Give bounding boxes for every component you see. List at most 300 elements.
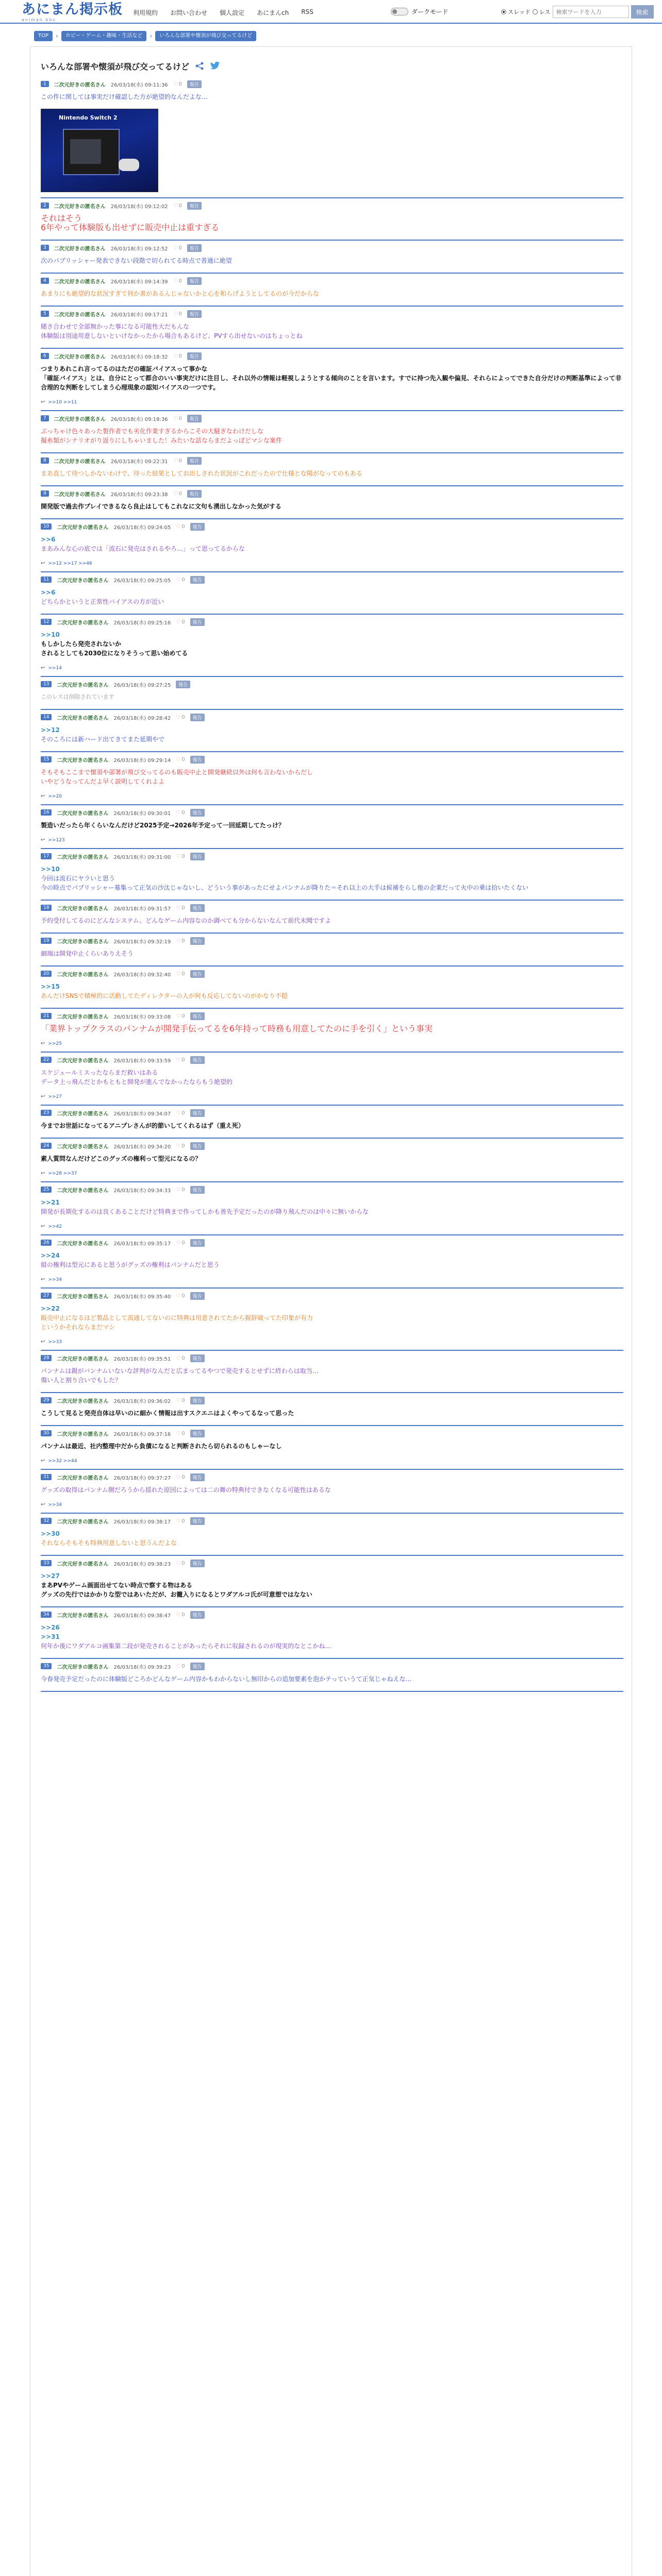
post-text: この件に関しては事実だけ確認した方が絶望的なんだよな…	[41, 93, 208, 100]
reply-link-text[interactable]: >>42	[48, 1224, 62, 1229]
like-count: 0	[181, 905, 185, 911]
report-button[interactable]: 報告	[190, 714, 205, 721]
reply-link-text[interactable]: >>27	[48, 1094, 62, 1099]
report-button[interactable]: 報告	[190, 1186, 205, 1194]
post	[30, 1182, 632, 1235]
like-button[interactable]	[176, 1431, 185, 1436]
post-text: このレスは削除されています	[41, 693, 114, 700]
like-button[interactable]	[173, 458, 182, 464]
post-number[interactable]: 22	[41, 1057, 52, 1063]
post	[30, 615, 632, 677]
reply-anchor-link[interactable]: >>24	[41, 1252, 60, 1259]
like-button[interactable]	[176, 524, 185, 530]
post	[30, 572, 632, 615]
share-icon[interactable]	[194, 61, 205, 71]
post-body	[41, 501, 623, 515]
like-count: 0	[181, 1187, 185, 1193]
post	[30, 934, 632, 967]
like-count: 0	[181, 523, 185, 530]
post-number[interactable]: 24	[41, 1143, 52, 1149]
twitter-bird-icon[interactable]	[210, 61, 220, 71]
report-button[interactable]: 報告	[190, 1109, 205, 1117]
post-body	[41, 255, 623, 269]
report-button[interactable]: 報告	[190, 809, 205, 817]
dark-mode-toggle[interactable]	[391, 7, 449, 16]
post-date: 26/03/18(水) 09:31:00	[113, 854, 171, 860]
post	[30, 77, 632, 198]
post-number[interactable]: 29	[41, 1397, 52, 1403]
thread-panel	[30, 46, 632, 2576]
post-date: 26/03/18(水) 09:25:16	[113, 620, 171, 626]
heart-icon: ♡	[176, 756, 181, 762]
poster-name: 二次元好きの匿名さん	[57, 1356, 109, 1362]
post-header	[41, 967, 623, 981]
post-header	[41, 453, 623, 468]
chevron-right-icon: ›	[150, 32, 153, 40]
post-number[interactable]: 18	[41, 905, 52, 911]
reply-link-text[interactable]: >>10 >>11	[48, 399, 77, 405]
post-text: スケジュールミスったならまだ救いはある	[41, 1069, 158, 1076]
reply-arrow-icon: ↩	[41, 837, 45, 843]
report-button[interactable]: 報告	[190, 1354, 205, 1362]
post	[30, 519, 632, 572]
like-button[interactable]	[173, 81, 182, 87]
report-button[interactable]: 報告	[190, 904, 205, 912]
post-text: パンナムは親がバンナムいないな評判がなんだと広まってるやつで発売するとせずに終わらは取当…	[41, 1367, 319, 1375]
reply-link-text[interactable]: >>34	[48, 1502, 62, 1507]
like-button[interactable]	[176, 577, 185, 583]
like-count: 0	[178, 353, 182, 359]
reply-arrow-icon: ↩	[41, 1041, 45, 1046]
post-header	[41, 1659, 623, 1673]
like-button[interactable]	[176, 715, 185, 720]
post-body	[41, 1484, 623, 1499]
post-body	[41, 1250, 623, 1274]
reply-anchor-link[interactable]: >>12	[41, 726, 60, 734]
reply-links[interactable]	[41, 1167, 623, 1178]
post-header	[41, 1139, 623, 1153]
poster-name: 二次元好きの匿名さん	[57, 1561, 109, 1567]
report-button[interactable]: 報告	[190, 970, 205, 978]
reply-arrow-icon: ↩	[41, 1502, 45, 1507]
report-button[interactable]: 報告	[187, 80, 202, 88]
heart-icon: ♡	[176, 1240, 181, 1246]
reply-links[interactable]	[41, 1038, 623, 1048]
like-count: 0	[181, 938, 185, 944]
post-number[interactable]: 12	[41, 619, 52, 625]
post-header	[41, 1607, 623, 1622]
reply-link-text[interactable]: >>34	[48, 1277, 62, 1282]
post-number[interactable]: 30	[41, 1430, 52, 1436]
post	[30, 1139, 632, 1182]
post-body	[41, 321, 623, 345]
like-button[interactable]	[176, 1143, 185, 1149]
report-button[interactable]: 報告	[190, 1517, 205, 1525]
post-number[interactable]: 27	[41, 1293, 52, 1299]
reply-link-text[interactable]: >>32 >>44	[48, 1458, 77, 1464]
nav-settings[interactable]: 個人設定	[220, 9, 245, 16]
breadcrumb-category[interactable]: ホビー・ゲーム・趣味・生活など	[61, 31, 147, 41]
post-date: 26/03/18(水) 09:37:16	[113, 1431, 171, 1437]
post-text: つまりあれこれ言ってるのはただの確証バイアスって事かな	[41, 365, 208, 372]
poster-name: 二次元好きの匿名さん	[54, 416, 106, 422]
reply-anchor-link[interactable]: >>21	[41, 1199, 60, 1206]
reply-anchor-link[interactable]: >>6	[41, 589, 56, 596]
post-body	[41, 1153, 623, 1167]
post-date: 26/03/18(水) 09:17:21	[110, 312, 168, 318]
reply-arrow-icon: ↩	[41, 399, 45, 405]
post-body	[41, 1528, 623, 1552]
post-date: 26/03/18(水) 09:30:01	[113, 810, 171, 817]
post-number[interactable]: 5	[41, 311, 49, 317]
heart-icon: ♡	[173, 415, 178, 421]
post-body	[41, 1303, 623, 1336]
like-button[interactable]	[176, 905, 185, 911]
post-number[interactable]: 4	[41, 278, 49, 284]
like-button[interactable]	[176, 1293, 185, 1299]
post-number[interactable]: 2	[41, 202, 49, 209]
post-number[interactable]: 1	[41, 81, 49, 87]
report-button[interactable]: 報告	[190, 1292, 205, 1300]
like-button[interactable]	[173, 245, 182, 251]
post-number[interactable]: 19	[41, 938, 52, 944]
like-button[interactable]	[173, 278, 182, 284]
like-button[interactable]	[176, 1187, 185, 1193]
report-button[interactable]: 報告	[190, 1473, 205, 1481]
post-number[interactable]: 25	[41, 1187, 52, 1193]
post	[30, 901, 632, 934]
poster-name: 二次元好きの匿名さん	[57, 939, 109, 945]
breadcrumb-thread[interactable]: いろんな部署や懐須が飛び交ってるけど	[155, 31, 256, 41]
post-body	[41, 534, 623, 557]
heart-icon: ♡	[173, 202, 178, 209]
post-number[interactable]: 10	[41, 523, 52, 530]
post-number[interactable]: 20	[41, 971, 52, 977]
image-title: Nintendo Switch 2	[59, 114, 118, 121]
report-button[interactable]: 報告	[176, 681, 190, 688]
post-number[interactable]: 8	[41, 457, 49, 464]
post	[30, 805, 632, 849]
poster-name: 二次元好きの匿名さん	[57, 1188, 109, 1194]
like-count: 0	[181, 1560, 185, 1566]
like-count: 0	[181, 619, 185, 625]
report-button[interactable]: 報告	[190, 853, 205, 860]
report-button[interactable]: 報告	[190, 618, 205, 626]
reply-anchor-link[interactable]: >>10	[41, 631, 60, 638]
report-button[interactable]: 報告	[187, 202, 202, 210]
post-date: 26/03/18(水) 09:31:57	[113, 906, 171, 912]
image-figure	[63, 129, 120, 175]
reply-links[interactable]	[41, 834, 623, 845]
post	[30, 752, 632, 805]
reply-anchor-link[interactable]: >>22	[41, 1305, 60, 1312]
report-button[interactable]: 報告	[190, 1056, 205, 1064]
like-button[interactable]	[176, 1240, 185, 1246]
post-body	[41, 1067, 623, 1091]
post-number[interactable]: 3	[41, 245, 49, 251]
post	[30, 1659, 632, 1692]
post	[30, 453, 632, 486]
poster-name: 二次元好きの匿名さん	[57, 1398, 109, 1404]
heart-icon: ♡	[176, 1518, 181, 1524]
like-button[interactable]	[176, 854, 185, 859]
heart-icon: ♡	[176, 1612, 181, 1618]
report-button[interactable]: 報告	[190, 1239, 205, 1247]
post-number[interactable]: 23	[41, 1110, 52, 1116]
post-date: 26/03/18(水) 09:36:02	[113, 1398, 171, 1404]
like-button[interactable]	[176, 938, 185, 944]
post-text: 販売中止になるほど製品として流通してないのに特典は用意されてたから握辞破ってた印象が有力	[41, 1314, 313, 1321]
post-text: 何年か後にワダアルコ画集第二段が発売されることがあったらそれに収録されるのが現実的なとこかね…	[41, 1642, 332, 1650]
post-date: 26/03/18(水) 09:27:25	[113, 682, 171, 688]
post-body	[41, 91, 623, 106]
reply-anchor-link[interactable]: >>31	[41, 1633, 60, 1640]
breadcrumb	[0, 24, 662, 42]
like-count: 0	[181, 714, 185, 720]
post-header	[41, 349, 623, 363]
post	[30, 849, 632, 901]
reply-anchor-link[interactable]: >>15	[41, 983, 60, 990]
poster-name: 二次元好きの匿名さん	[57, 524, 109, 531]
like-button[interactable]	[176, 1110, 185, 1116]
like-count: 0	[181, 1474, 185, 1480]
report-button[interactable]: 報告	[187, 490, 202, 498]
like-count: 0	[181, 1518, 185, 1524]
report-button[interactable]: 報告	[187, 244, 202, 252]
report-button[interactable]: 報告	[190, 1397, 205, 1404]
post	[30, 1393, 632, 1426]
like-button[interactable]	[176, 1355, 185, 1361]
like-count: 0	[181, 1013, 185, 1019]
reply-arrow-icon: ↩	[41, 1224, 45, 1229]
post-header	[41, 752, 623, 767]
reply-link-text[interactable]: >>28 >>37	[48, 1171, 77, 1176]
report-button[interactable]: 報告	[187, 415, 202, 422]
like-button[interactable]	[176, 810, 185, 816]
reply-link-text[interactable]: >>20	[48, 793, 62, 799]
post-text: 今までお世話になってるアニプレさんが的節いしてくれるはず（重え死）	[41, 1122, 244, 1129]
post-header	[41, 274, 623, 288]
poster-name: 二次元好きの匿名さん	[54, 204, 106, 210]
search-radio-res[interactable]	[533, 8, 551, 16]
post-text: そもそもここまで懐須や部署が飛び交ってるのも販売中止と開発継続以外は何も言わないからだし	[41, 769, 313, 776]
search-area	[501, 5, 654, 19]
post	[30, 198, 632, 241]
post-header	[41, 1470, 623, 1484]
post-number[interactable]: 11	[41, 577, 52, 583]
reply-links[interactable]	[41, 662, 623, 673]
poster-name: 二次元好きの匿名さん	[54, 246, 106, 252]
like-button[interactable]	[176, 1561, 185, 1566]
post-header	[41, 710, 623, 724]
post-text: グッズの先行ではかかりな型ではあいただが、お籠入りになるとワダアルコ氏が可意想ではなない	[41, 1591, 312, 1598]
post-number[interactable]: 15	[41, 756, 52, 762]
post-text: もしかしたら発売されないか	[41, 640, 122, 648]
post-number[interactable]: 33	[41, 1560, 52, 1566]
nav-contact[interactable]: お問い合わせ	[170, 9, 208, 16]
post-body	[41, 863, 623, 896]
reply-links[interactable]	[41, 790, 623, 801]
report-button[interactable]: 報告	[187, 277, 202, 285]
poster-name: 二次元好きの匿名さん	[57, 1241, 109, 1247]
search-input[interactable]	[553, 6, 629, 18]
reply-links[interactable]	[41, 1274, 623, 1284]
post-date: 26/03/18(水) 09:32:19	[113, 939, 171, 945]
report-button[interactable]: 報告	[187, 457, 202, 465]
post-number[interactable]: 26	[41, 1240, 52, 1246]
like-button[interactable]	[176, 1013, 185, 1019]
reply-links[interactable]	[41, 557, 623, 568]
post-number[interactable]: 32	[41, 1518, 52, 1524]
report-button[interactable]: 報告	[190, 1012, 205, 1020]
like-button[interactable]	[173, 416, 182, 421]
reply-arrow-icon: ↩	[41, 1458, 45, 1464]
report-button[interactable]: 報告	[190, 756, 205, 764]
like-button[interactable]	[173, 353, 182, 359]
post-number[interactable]: 13	[41, 681, 52, 687]
post-text: いやどうなってんだよ早く説明してくれよよ	[41, 778, 165, 785]
like-button[interactable]	[176, 619, 185, 625]
post-number[interactable]: 35	[41, 1663, 52, 1669]
like-button[interactable]	[176, 1398, 185, 1403]
reply-links[interactable]	[41, 1221, 623, 1231]
post-number[interactable]: 14	[41, 714, 52, 720]
toggle-switch[interactable]	[391, 8, 408, 15]
post-divider	[41, 1691, 623, 1692]
reply-link-text[interactable]: >>33	[48, 1339, 62, 1345]
post-number[interactable]: 6	[41, 353, 49, 359]
post-body	[41, 587, 623, 611]
post-number[interactable]: 28	[41, 1355, 52, 1361]
like-button[interactable]	[176, 971, 185, 977]
nav-rss[interactable]: RSS	[301, 8, 313, 15]
post-text: まあみんな心の底では「流石に発売はされるやろ…」って思ってるからな	[41, 545, 245, 552]
like-count: 0	[181, 1612, 185, 1618]
post	[30, 1607, 632, 1659]
reply-link-text[interactable]: >>12 >>17 >>46	[48, 561, 92, 566]
post-number[interactable]: 9	[41, 490, 49, 497]
nav-animanch[interactable]: あにまんch	[257, 9, 289, 16]
report-button[interactable]: 報告	[190, 1560, 205, 1567]
report-button[interactable]: 報告	[190, 1142, 205, 1150]
post	[30, 710, 632, 752]
post-number[interactable]: 7	[41, 415, 49, 421]
reply-anchor-link[interactable]: >>27	[41, 1572, 60, 1580]
report-button[interactable]: 報告	[190, 1663, 205, 1670]
post-date: 26/03/18(水) 09:33:59	[113, 1058, 171, 1064]
heart-icon: ♡	[173, 353, 178, 359]
reply-anchor-link[interactable]: >>10	[41, 866, 60, 873]
post-text: 体験版は別途用意しないといけなかったから場合もあるけど、PVすら出せないのはちょっとね	[41, 332, 303, 340]
heart-icon: ♡	[176, 1663, 181, 1669]
post-body	[41, 288, 623, 302]
like-button[interactable]	[176, 757, 185, 762]
reply-anchor-link[interactable]: >>6	[41, 536, 56, 543]
like-button[interactable]	[173, 311, 182, 317]
like-count: 0	[178, 245, 182, 251]
like-button[interactable]	[173, 491, 182, 497]
reply-link-text[interactable]: >>14	[48, 665, 62, 671]
reply-link-text[interactable]: >>25	[48, 1041, 62, 1046]
thread-title: いろんな部署や懐須が飛び交ってるけど	[41, 61, 190, 72]
reply-link-text[interactable]: >>123	[48, 837, 65, 843]
like-count: 0	[181, 1430, 185, 1436]
reply-anchor-link[interactable]: >>30	[41, 1530, 60, 1537]
report-button[interactable]: 報告	[190, 1430, 205, 1437]
report-button[interactable]: 報告	[187, 310, 202, 318]
post-date: 26/03/18(水) 09:14:39	[110, 279, 168, 285]
reply-links[interactable]	[41, 1499, 623, 1510]
post-body	[41, 981, 623, 1005]
heart-icon: ♡	[173, 81, 178, 87]
like-button[interactable]	[176, 1475, 185, 1480]
search-radio-thread[interactable]	[501, 8, 531, 16]
post-header	[41, 486, 623, 501]
like-count: 0	[181, 756, 185, 762]
poster-name: 二次元好きの匿名さん	[54, 312, 106, 318]
post-number[interactable]: 21	[41, 1013, 52, 1019]
post-body	[41, 1570, 623, 1603]
reply-links[interactable]	[41, 1091, 623, 1101]
like-button[interactable]	[173, 203, 182, 209]
nav-terms[interactable]: 利用規約	[133, 9, 158, 16]
heart-icon: ♡	[176, 1110, 181, 1116]
post-number[interactable]: 34	[41, 1612, 52, 1618]
like-button[interactable]	[176, 1518, 185, 1524]
poster-name: 二次元好きの匿名さん	[54, 459, 106, 465]
like-count: 0	[181, 577, 185, 583]
search-button[interactable]: 検索	[631, 5, 654, 19]
report-button[interactable]: 報告	[190, 523, 205, 531]
post-header	[41, 849, 623, 863]
site-logo[interactable]	[22, 2, 123, 22]
post-number[interactable]: 17	[41, 853, 52, 859]
post-number[interactable]: 16	[41, 809, 52, 816]
post-text: 素人質問なんだけどこのグッズの権利って型元になるの？	[41, 1155, 202, 1162]
post-header	[41, 1053, 623, 1067]
post-text: 「業界トップクラスのパンナムが開発手伝ってるを6年持って時務も用意してたのに手を引く」という事実	[41, 1024, 433, 1033]
reply-links[interactable]	[41, 1455, 623, 1466]
report-button[interactable]: 報告	[190, 937, 205, 945]
heart-icon: ♡	[176, 1143, 181, 1149]
report-button[interactable]: 報告	[187, 352, 202, 360]
post-text: データ上っ飛んだとかもともと開発が進んでなかったならもう絶望的	[41, 1078, 233, 1086]
post-image[interactable]	[41, 109, 158, 192]
reply-links[interactable]	[41, 1336, 623, 1347]
reply-links[interactable]	[41, 396, 623, 407]
post-number[interactable]: 31	[41, 1474, 52, 1480]
like-button[interactable]	[176, 1664, 185, 1669]
reply-anchor-link[interactable]: >>26	[41, 1624, 60, 1631]
post-body	[41, 691, 623, 706]
post	[30, 1556, 632, 1607]
breadcrumb-top[interactable]: TOP	[34, 31, 53, 41]
report-button[interactable]: 報告	[190, 576, 205, 584]
post	[30, 486, 632, 519]
like-button[interactable]	[176, 1612, 185, 1618]
like-count: 0	[178, 311, 182, 317]
post-text: 「確証バイアス」とは、自分にとって都合のいい事実だけに注目し、それ以外の情報は軽視しようとする傾向のことを言います。すでに持つ先入観や偏見、それらによってできた自分だけの判断基準によって非合理的な判断をしてしまう心理現象の認知バイアスの一つです。	[41, 375, 622, 391]
post-date: 26/03/18(水) 09:33:08	[113, 1014, 171, 1020]
post-text: パンナムは最近、社内整理中だから負債になると判断されたら切られるのもしゃーなし	[41, 1443, 282, 1450]
post-date: 26/03/18(水) 09:38:17	[113, 1519, 171, 1525]
report-button[interactable]: 報告	[190, 1611, 205, 1619]
post-date: 26/03/18(水) 09:23:38	[110, 492, 168, 498]
like-button[interactable]	[176, 1057, 185, 1063]
logo-text: あにまん掲示板	[22, 2, 123, 18]
post-text: あまりにも絶望的な状況すぎて何か書があるんじゃないかと心を和らげようとしてるのが今だからな	[41, 290, 320, 297]
post-body	[41, 426, 623, 449]
